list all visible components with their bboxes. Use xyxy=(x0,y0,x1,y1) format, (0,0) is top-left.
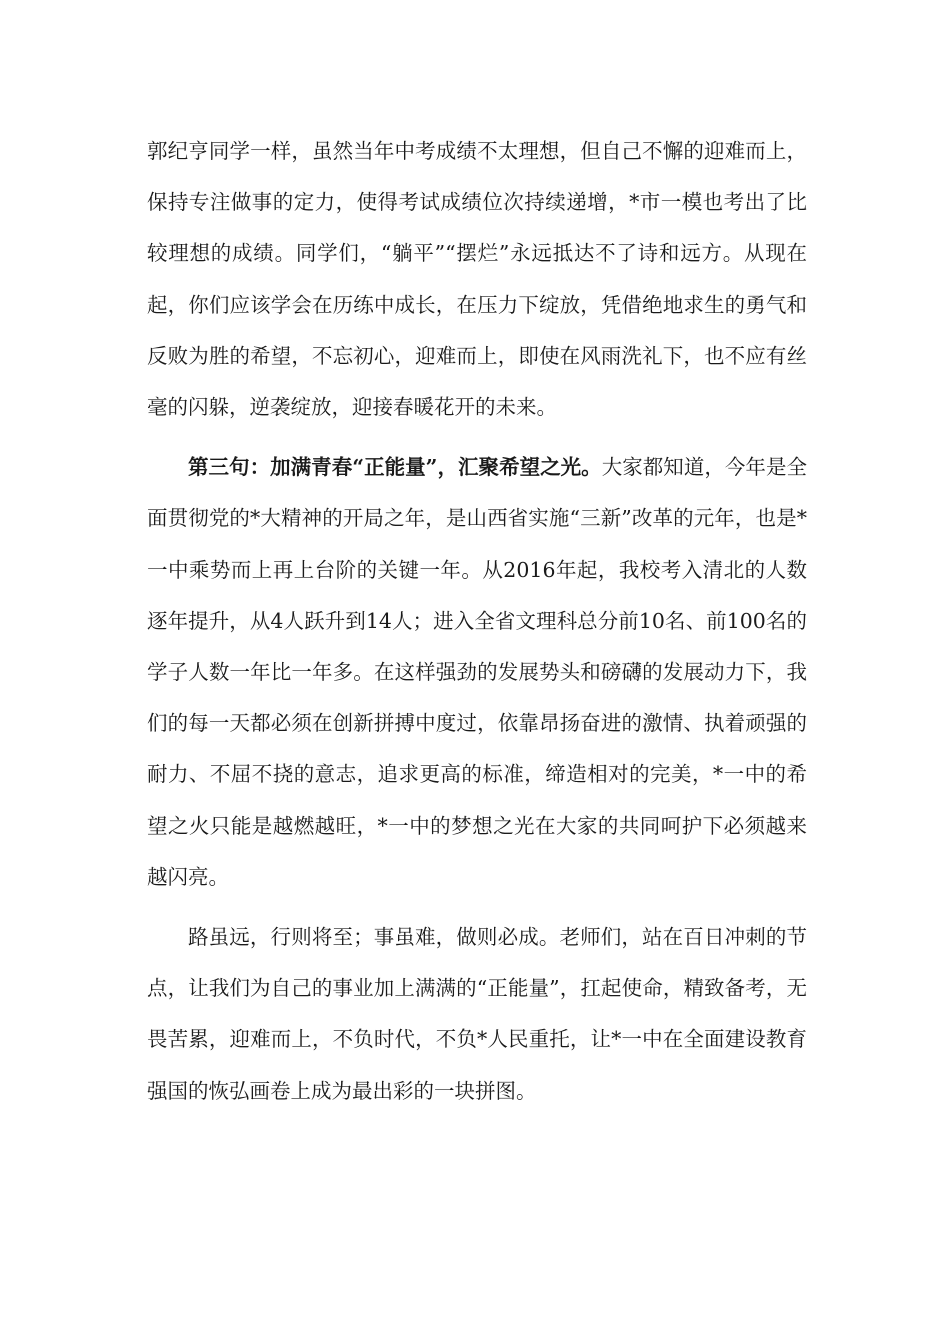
paragraph-text: 路虽远，行则将至；事虽难，做则必成。老师们，站在百日冲刺的节点，让我们为自己的事业加上满满的“正能量”，扛起使命，精致备考，无畏苦累，迎难而上，不负时代，不负*人民重托，让*一中在全面建设教育强国的恢弘画卷上成为最出彩的一块拼图。 xyxy=(147,925,807,1103)
paragraph-third-sentence xyxy=(147,442,807,903)
section-heading: 第三句：加满青春“正能量”，汇聚希望之光。 xyxy=(188,455,602,480)
paragraph-text: 大家都知道，今年是全面贯彻党的*大精神的开局之年，是山西省实施“三新”改革的元年，也是*一中乘势而上再上台阶的关键一年。从2016年起，我校考入清北的人数逐年提升，从4人跃升到14人；进入全省文理科总分前10名、前100名的学子人数一年比一年多。在这样强劲的发展势头和磅礴的发展动力下，我们的每一天都必须在创新拼搏中度过，依靠昂扬奋进的激情、执着顽强的耐力、不屈不挠的意志，追求更高的标准，缔造相对的完美，*一中的希望之火只能是越燃越旺，*一中的梦想之光在大家的共同呵护下必须越来越闪亮。 xyxy=(147,455,807,889)
document-body xyxy=(147,126,807,1117)
paragraph-closing xyxy=(147,912,807,1117)
paragraph-text: 郭纪亨同学一样，虽然当年中考成绩不太理想，但自己不懈的迎难而上，保持专注做事的定力，使得考试成绩位次持续递增，*市一模也考出了比较理想的成绩。同学们，“躺平”“摆烂”永远抵达不了诗和远方。从现在起，你们应该学会在历练中成长，在压力下绽放，凭借绝地求生的勇气和反败为胜的希望，不忘初心，迎难而上，即使在风雨洗礼下，也不应有丝毫的闪躲，逆袭绽放，迎接春暖花开的未来。 xyxy=(147,139,807,420)
paragraph-continuation xyxy=(147,126,807,433)
